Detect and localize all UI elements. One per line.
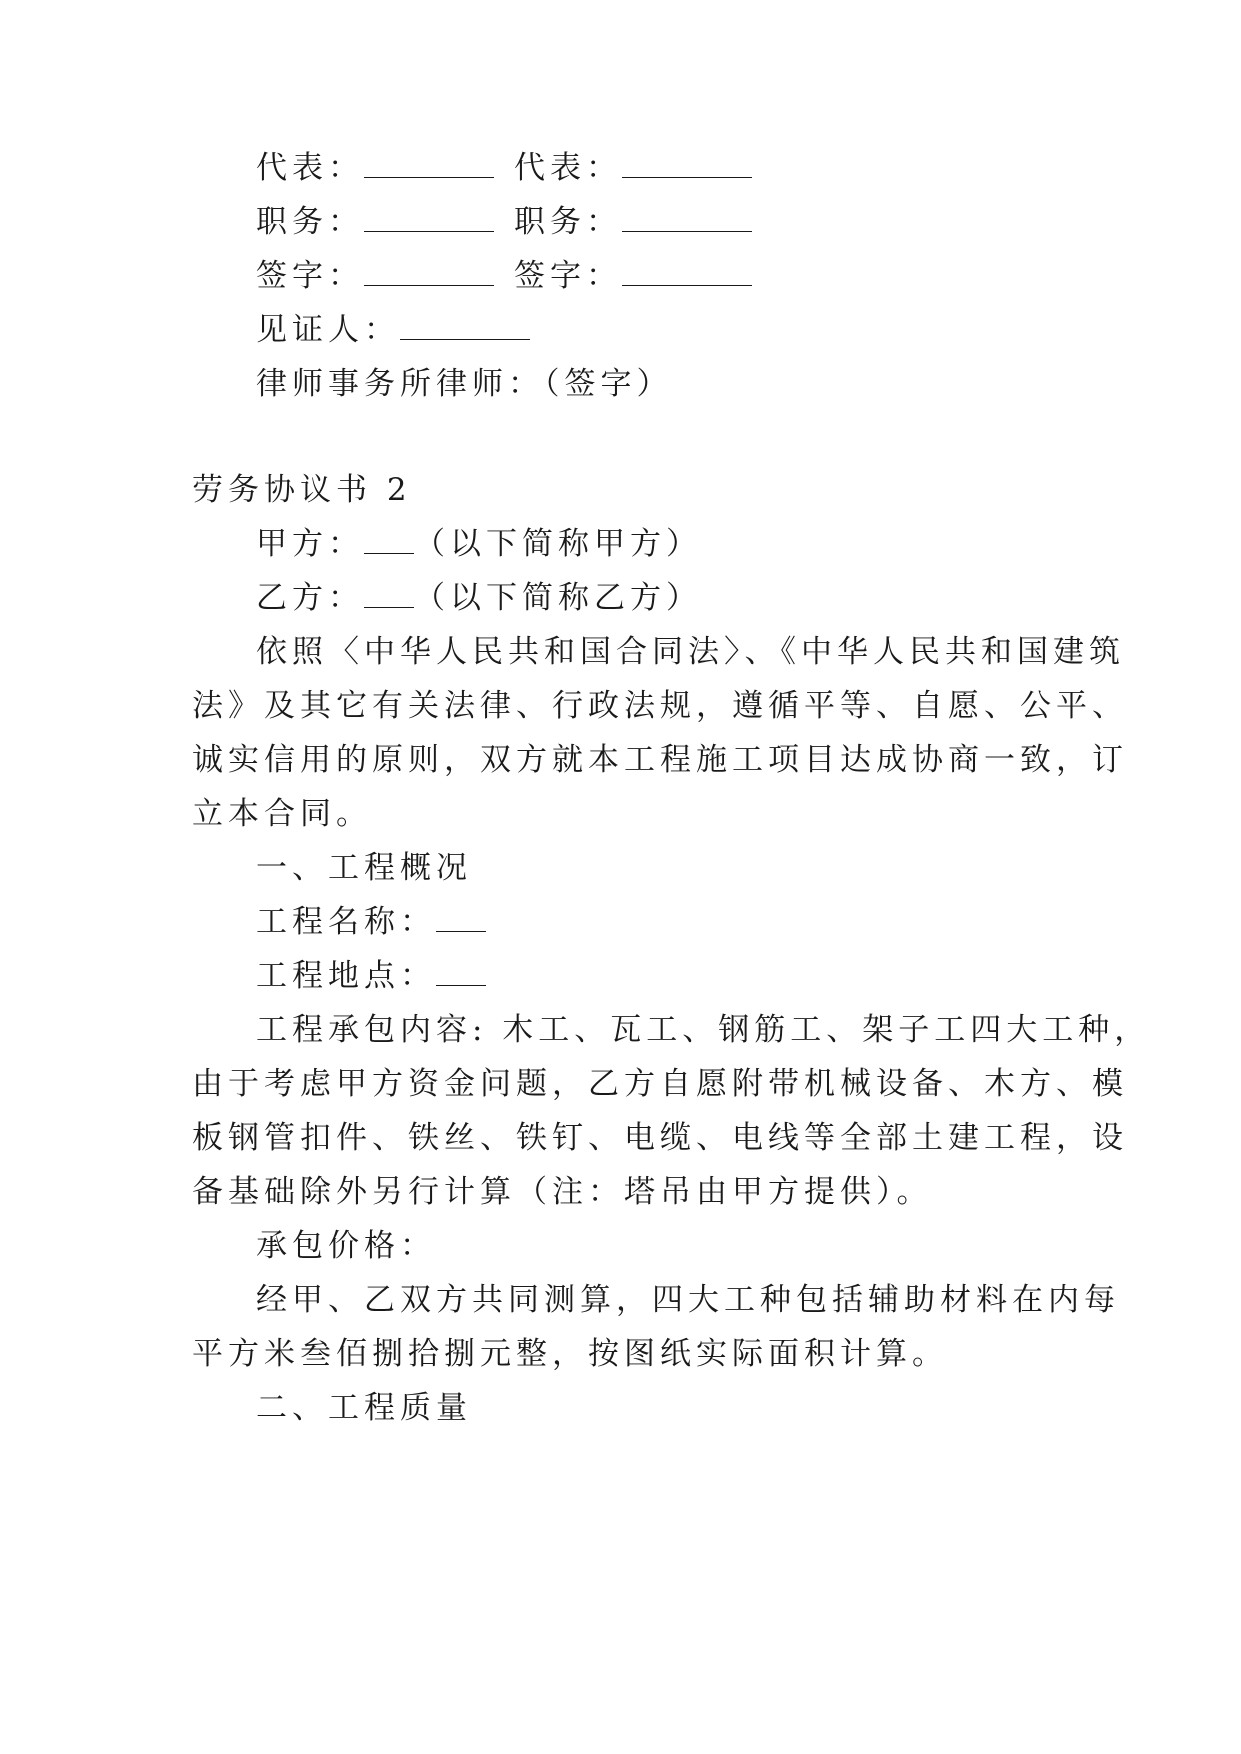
price-label: 承包价格： (256, 1228, 436, 1264)
section-2-title: 二、工程质量 (256, 1390, 472, 1426)
preamble-line: 立本合同。 (192, 796, 372, 832)
sign-blank-a (364, 259, 494, 286)
party-b-blank (364, 581, 414, 608)
witness-blank (400, 313, 530, 340)
party-b-note: （以下简称乙方） (414, 580, 702, 616)
party-a-label: 甲方： (256, 526, 364, 562)
project-location-row (256, 956, 486, 996)
title-blank-a (364, 205, 494, 232)
party-b-label: 乙方： (256, 580, 364, 616)
section-1-title: 一、工程概况 (256, 850, 472, 886)
sign-blank-b (622, 259, 752, 286)
project-name-blank (436, 905, 486, 932)
witness-label: 见证人： (256, 312, 400, 348)
signature-row (256, 256, 752, 296)
agreement-heading: 劳务协议书 2 (192, 472, 412, 508)
scope-line: 备基础除外另行计算（注：塔吊由甲方提供）。 (192, 1174, 933, 1210)
title-label-b: 职务： (514, 204, 622, 240)
scope-line: 板钢管扣件、铁丝、铁钉、电缆、电线等全部土建工程，设 (192, 1120, 1128, 1156)
rep-label-b: 代表： (514, 150, 622, 186)
preamble-line: 诚实信用的原则，双方就本工程施工项目达成协商一致，订 (192, 742, 1128, 778)
scope-line: 工程承包内容: 木工、瓦工、钢筋工、架子工四大工种， (256, 1012, 1151, 1048)
position-row (256, 202, 752, 242)
project-name-row (256, 902, 486, 942)
project-name-label: 工程名称： (256, 904, 436, 940)
sign-label-b: 签字： (514, 258, 622, 294)
title-label-a: 职务： (256, 204, 364, 240)
preamble-line: 法》及其它有关法律、行政法规，遵循平等、自愿、公平、 (192, 688, 1128, 724)
title-blank-b (622, 205, 752, 232)
rep-blank-a (364, 151, 494, 178)
rep-blank-b (622, 151, 752, 178)
witness-row (256, 310, 530, 350)
project-location-blank (436, 959, 486, 986)
party-a-blank (364, 527, 414, 554)
party-a-row (256, 524, 702, 564)
price-line: 经甲、乙双方共同测算，四大工种包括辅助材料在内每 (256, 1282, 1120, 1318)
rep-label-a: 代表： (256, 150, 364, 186)
scope-line: 由于考虑甲方资金问题，乙方自愿附带机械设备、木方、模 (192, 1066, 1128, 1102)
sign-label-a: 签字： (256, 258, 364, 294)
party-a-note: （以下简称甲方） (414, 526, 702, 562)
project-location-label: 工程地点： (256, 958, 436, 994)
lawyer-row: 律师事务所律师：（签字） (256, 366, 673, 402)
preamble-line: 依照〈中华人民共和国合同法〉、《中华人民共和国建筑 (256, 634, 1125, 670)
representative-row (256, 148, 752, 188)
price-line: 平方米叁佰捌拾捌元整，按图纸实际面积计算。 (192, 1336, 948, 1372)
party-b-row (256, 578, 702, 618)
